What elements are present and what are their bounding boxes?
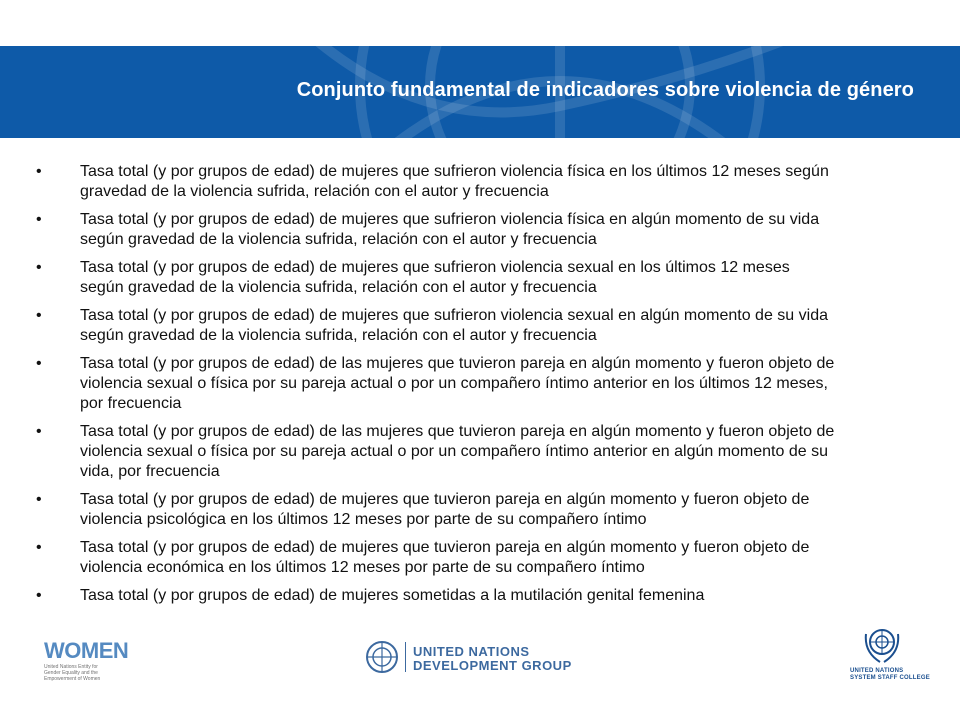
unssc-logo-line1: UNITED NATIONS [850,668,904,674]
undg-logo-line1: UNITED NATIONS [413,644,530,659]
list-item: • Tasa total (y por grupos de edad) de las mujeres que tuvieron pareja en algún momento y fueron objeto de violencia sexual o física por su pareja actual o por un compañero íntimo anterior en los últimos 12 meses, por frecuencia [36,354,836,414]
list-item: • Tasa total (y por grupos de edad) de mujeres que sufrieron violencia física en algún momento de su vida según gravedad de la violencia sufrida, relación con el autor y frecuencia [36,210,836,250]
list-item: • Tasa total (y por grupos de edad) de mujeres que sufrieron violencia sexual en los últimos 12 meses según gravedad de la violencia sufrida, relación con el autor y frecuencia [36,258,836,298]
header-banner [0,46,960,138]
undg-logo [365,632,575,676]
un-women-logo-text: WOMEN [44,638,129,663]
un-women-logo-subtitle: United Nations Entity for Gender Equality and the Empowerment of Women [44,664,101,682]
list-item: • Tasa total (y por grupos de edad) de mujeres sometidas a la mutilación genital femenina [36,586,836,606]
indicator-list [36,162,836,614]
list-item: • Tasa total (y por grupos de edad) de mujeres que sufrieron violencia física en los últimos 12 meses según gravedad de la violencia sufrida, relación con el autor y frecuencia [36,162,836,202]
list-item: • Tasa total (y por grupos de edad) de mujeres que tuvieron pareja en algún momento y fueron objeto de violencia económica en los últimos 12 meses por parte de su compañero íntimo [36,538,836,578]
unssc-logo [848,622,928,686]
undg-logo-line2: DEVELOPMENT GROUP [413,658,572,673]
list-item: • Tasa total (y por grupos de edad) de mujeres que tuvieron pareja en algún momento y fueron objeto de violencia psicológica en los últimos 12 meses por parte de su compañero íntimo [36,490,836,530]
logo-divider [405,642,406,672]
unssc-logo-line2: SYSTEM STAFF COLLEGE [850,675,930,681]
un-women-logo [44,630,204,682]
list-item: • Tasa total (y por grupos de edad) de mujeres que sufrieron violencia sexual en algún momento de su vida según gravedad de la violencia sufrida, relación con el autor y frecuencia [36,306,836,346]
un-laurel-emblem-icon [860,622,904,666]
page-title: Conjunto fundamental de indicadores sobre violencia de género [296,79,914,101]
list-item: • Tasa total (y por grupos de edad) de las mujeres que tuvieron pareja en algún momento y fueron objeto de violencia sexual o física por su pareja actual o por un compañero íntimo anterior en algún momento de su vida, por frecuencia [36,422,836,482]
un-emblem-icon [365,640,399,674]
